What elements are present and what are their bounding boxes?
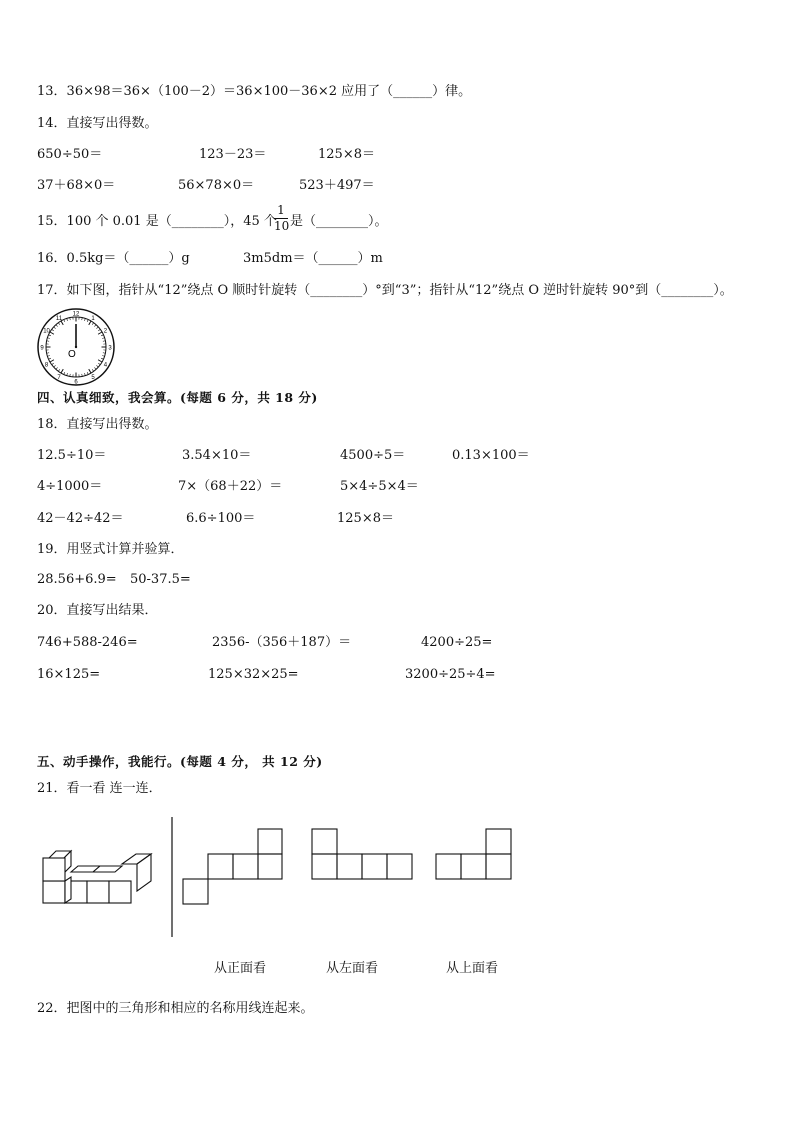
- clock-figure: [36, 309, 116, 389]
- q18-item: 4÷1000＝: [37, 479, 103, 494]
- q14-item: 123－23＝: [199, 147, 267, 162]
- view-label-front: 从正面看: [214, 961, 267, 976]
- q18-item: 6.6÷100＝: [186, 511, 256, 526]
- fraction-denominator: 10: [274, 219, 290, 233]
- q18-item: 5×4÷5×4＝: [340, 479, 419, 494]
- view-figure-3: [436, 829, 514, 881]
- q18-item: 4500÷5＝: [340, 448, 406, 463]
- fraction-one-tenth: [274, 204, 288, 233]
- q19-item: 28.56+6.9=: [37, 572, 117, 587]
- clock-number: 1: [91, 316, 95, 323]
- question-19-title: 19．用竖式计算并验算．: [37, 542, 184, 557]
- question-16-a: 16．0.5kg＝（______）g: [37, 251, 190, 266]
- q20-item: 3200÷25÷4=: [405, 667, 496, 682]
- clock-number: 12: [72, 311, 80, 318]
- clock-number: 3: [108, 345, 112, 352]
- q18-item: 12.5÷10＝: [37, 448, 107, 463]
- section-5-heading: 五、动手操作，我能行。(每题 4 分， 共 12 分): [37, 754, 323, 769]
- question-18-title: 18．直接写出得数。: [37, 417, 158, 432]
- clock-number: 6: [74, 379, 78, 386]
- clock-number: 4: [103, 362, 108, 369]
- section-4-heading: 四、认真细致，我会算。(每题 6 分，共 18 分): [37, 390, 318, 405]
- cube-solid-figure: [42, 850, 162, 910]
- clock-number: 5: [91, 374, 95, 381]
- q14-item: 125×8＝: [318, 147, 375, 162]
- q20-item: 16×125=: [37, 667, 101, 682]
- q18-item: 7×（68＋22）＝: [178, 479, 283, 494]
- q14-item: 37＋68×0＝: [37, 178, 116, 193]
- fraction-numerator: 1: [277, 203, 285, 217]
- question-16-b: 3m5dm＝（______）m: [243, 251, 383, 266]
- clock-number: 9: [40, 345, 44, 352]
- clock-number: 2: [103, 328, 108, 335]
- question-20-title: 20．直接写出结果．: [37, 603, 158, 618]
- q18-item: 0.13×100＝: [452, 448, 530, 463]
- q20-item: 746+588-246=: [37, 635, 138, 650]
- question-17: 17．如下图，指针从“12”绕点 O 顺时针旋转（________）°到“3”；指针从“12”绕点 O 逆时针旋转 90°到（________）。: [37, 283, 733, 298]
- q14-item: 56×78×0＝: [178, 178, 255, 193]
- question-14-title: 14．直接写出得数。: [37, 116, 158, 131]
- question-21-title: 21．看一看 连一连．: [37, 781, 162, 796]
- view-label-top: 从上面看: [446, 961, 499, 976]
- question-15-part1: 15．100 个 0.01 是（________），45 个: [37, 214, 277, 229]
- q18-item: 42－42÷42＝: [37, 511, 124, 526]
- q20-item: 2356-（356＋187）＝: [212, 635, 352, 650]
- q18-item: 3.54×10＝: [182, 448, 252, 463]
- clock-number: 10: [43, 328, 50, 335]
- view-label-left: 从左面看: [326, 961, 379, 976]
- q14-item: 523＋497＝: [299, 178, 375, 193]
- q18-item: 125×8＝: [337, 511, 394, 526]
- q20-item: 4200÷25=: [421, 635, 493, 650]
- q19-item: 50-37.5=: [130, 572, 191, 587]
- clock-number: 7: [57, 374, 61, 381]
- clock-center-dot: [75, 346, 77, 348]
- question-15-part2: 是（________）。: [290, 214, 388, 229]
- q20-item: 125×32×25=: [208, 667, 299, 682]
- clock-number: 8: [44, 362, 49, 369]
- divider-line: [170, 817, 174, 937]
- view-figure-2: [312, 829, 414, 881]
- question-22: 22．把图中的三角形和相应的名称用线连起来。: [37, 1001, 314, 1016]
- clock-number: 11: [55, 316, 63, 323]
- question-13: 13．36×98＝36×（100－2）＝36×100－36×2 应用了（______）律。: [37, 84, 472, 99]
- q14-item: 650÷50＝: [37, 147, 103, 162]
- clock-center-label: O: [68, 349, 76, 360]
- view-figure-1: [183, 829, 283, 905]
